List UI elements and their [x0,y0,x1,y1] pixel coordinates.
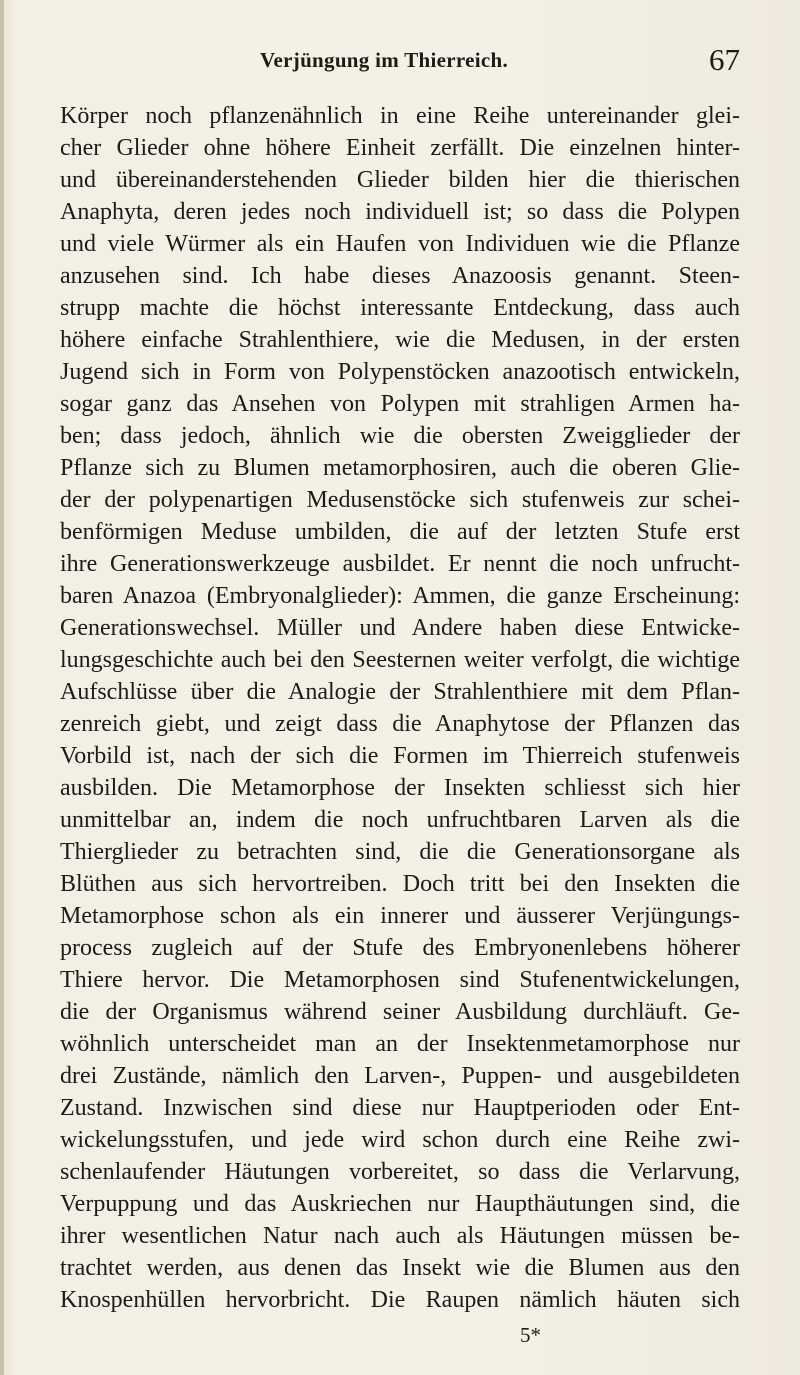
text-line: baren Anazoa (Embryonalglieder): Ammen, die ganze Erscheinung: [60,583,740,609]
text-line: benförmigen Meduse umbilden, die auf der letzten Stufe erst [60,519,740,545]
text-line: und übereinanderstehenden Glieder bilden hier die thierischen [60,167,740,193]
text-line: Pflanze sich zu Blumen metamorphosiren, auch die oberen Glie- [60,455,740,481]
text-line: zenreich giebt, und zeigt dass die Anaphytose der Pflanzen das [60,711,740,737]
text-line: wickelungsstufen, und jede wird schon durch eine Reihe zwi- [60,1127,740,1153]
text-line: der der polypenartigen Medusenstöcke sich stufenweis zur schei- [60,487,740,513]
text-line: strupp machte die höchst interessante Entdeckung, dass auch [60,295,740,321]
text-line: wöhnlich unterscheidet man an der Insektenmetamorphose nur [60,1031,740,1057]
text-line: Thiere hervor. Die Metamorphosen sind Stufenentwickelungen, [60,967,740,993]
text-line: und viele Würmer als ein Haufen von Individuen wie die Pflanze [60,231,740,257]
text-line: ihrer wesentlichen Natur nach auch als Häutungen müssen be- [60,1223,740,1249]
text-line: ben; dass jedoch, ähnlich wie die obersten Zweigglieder der [60,423,740,449]
text-line: process zugleich auf der Stufe des Embryonenlebens höherer [60,935,740,961]
text-line: Knospenhüllen hervorbricht. Die Raupen nämlich häuten sich [60,1287,740,1313]
text-line: Generationswechsel. Müller und Andere haben diese Entwicke- [60,615,740,641]
text-line: Anaphyta, deren jedes noch individuell ist; so dass die Polypen [60,199,740,225]
page-spine-shadow [0,0,4,1375]
text-line: trachtet werden, aus denen das Insekt wie die Blumen aus den [60,1255,740,1281]
text-line: drei Zustände, nämlich den Larven-, Puppen- und ausgebildeten [60,1063,740,1089]
text-line: cher Glieder ohne höhere Einheit zerfällt. Die einzelnen hinter- [60,135,740,161]
text-line: Thierglieder zu betrachten sind, die die Generationsorgane als [60,839,740,865]
text-line: unmittelbar an, indem die noch unfruchtbaren Larven als die [60,807,740,833]
text-line: Verpuppung und das Auskriechen nur Haupthäutungen sind, die [60,1191,740,1217]
text-line: höhere einfache Strahlenthiere, wie die Medusen, in der ersten [60,327,740,353]
text-line: schenlaufender Häutungen vorbereitet, so dass die Verlarvung, [60,1159,740,1185]
text-line: Körper noch pflanzenähnlich in eine Reihe untereinander glei- [60,103,740,129]
text-line: die der Organismus während seiner Ausbildung durchläuft. Ge- [60,999,740,1025]
text-line: lungsgeschichte auch bei den Seesternen weiter verfolgt, die wichtige [60,647,740,673]
running-title: Verjüngung im Thierreich. [260,48,509,72]
text-line: ausbilden. Die Metamorphose der Insekten schliesst sich hier [60,775,740,801]
text-line: Blüthen aus sich hervortreiben. Doch tritt bei den Insekten die [60,871,740,897]
text-line: anzusehen sind. Ich habe dieses Anazoosis genannt. Steen- [60,263,740,289]
page-header [60,42,740,82]
page-number: 67 [709,42,740,77]
text-line: Jugend sich in Form von Polypenstöcken anazootisch entwickeln, [60,359,740,385]
text-line: Zustand. Inzwischen sind diese nur Hauptperioden oder Ent- [60,1095,740,1121]
body-text [60,100,740,1316]
text-line: Aufschlüsse über die Analogie der Strahlenthiere mit dem Pflan- [60,679,740,705]
text-line: Metamorphose schon als ein innerer und äusserer Verjüngungs- [60,903,740,929]
text-line: sogar ganz das Ansehen von Polypen mit strahligen Armen ha- [60,391,740,417]
signature-mark: 5* [520,1323,541,1347]
text-line: ihre Generationswerkzeuge ausbildet. Er nennt die noch unfrucht- [60,551,740,577]
text-line: Vorbild ist, nach der sich die Formen im Thierreich stufenweis [60,743,740,769]
